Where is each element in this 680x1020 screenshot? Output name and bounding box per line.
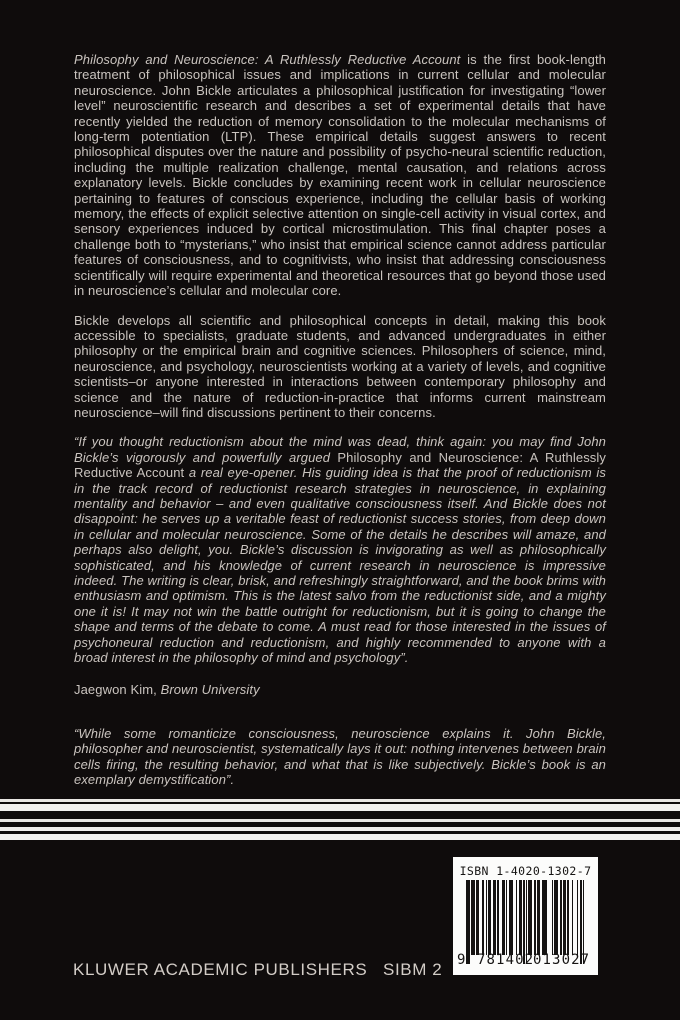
review-quote-1 (74, 434, 606, 665)
barcode-digits-right: 013027 (533, 952, 591, 968)
edition-code: SIBM 2 (383, 960, 443, 979)
barcode-digit-lead: 9 (457, 952, 467, 968)
synopsis-paragraph-2: Bickle develops all scientific and philosophical concepts in detail, making this book accessible to specialists, graduate students, and advanced undergraduates in either philosophy or the empirical brain and cognitive sciences. Philosophers of science, mind, neuroscience, and psychology, neuroscientists working at a variety of levels, and cognitive scientists–or anyone interested in interactions between contemporary philosophy and science and the nature of reduction-in-practice that informs current mainstream neuroscience–will find discussions pertinent to their concerns. (74, 312, 606, 420)
publisher-footer (0, 960, 680, 982)
stripe (0, 804, 680, 811)
reviewer-1-affiliation: Brown University (160, 682, 260, 698)
reviewer-1-attribution (74, 682, 606, 697)
publisher-name: KLUWER ACADEMIC PUBLISHERS (73, 960, 368, 979)
reviewer-1-name: Jaegwon Kim, (74, 682, 161, 698)
isbn-barcode (453, 857, 598, 975)
synopsis-paragraph-1 (74, 52, 606, 299)
synopsis-paragraph-1-text: is the first book-length treatment of philosophical issues and implications in current cellular and molecular neuroscience. John Bickle articulates a philosophical justification for investigating “lower level” neuroscientific research and describes a set of experimental details that have recently yielded the reduction of memory consolidation to the molecular mechanisms of long-term potentiation (LTP). These empirical details suggest answers to recent philosophical disputes over the nature and possibility of psycho-neural scientific reduction, including the multiple realization challenge, mental causation, and relations across explanatory levels. Bickle concludes by examining recent work in cellular neuroscience pertaining to features of conscious experience, including the cellular basis of working memory, the effects of explicit selective attention on single-cell activity in visual cortex, and sensory experiences induced by cortical microstimulation. This final chapter poses a challenge both to “mysterians,” who insist that empirical science cannot address particular features of consciousness, and to cognitivists, who insist that addressing consciousness scientifically will require experimental and theoretical resources that go beyond those used in neuroscience’s cellular and molecular core. (74, 52, 606, 299)
decorative-stripe-band (0, 799, 680, 840)
book-title-roman: Philosophy and Neuroscience: A Ruthlessly Reductive Account (74, 449, 606, 481)
barcode-digits-left: 781402 (477, 952, 535, 968)
isbn-label: ISBN 1-4020-1302-7 (459, 864, 592, 878)
review-quote-1-opening: “If you thought reductionism about the mind was dead, think again: you may find John Bickle’s vigorously and powerfully argued (74, 434, 606, 465)
review-quote-2: “While some romanticize consciousness, neuroscience explains it. John Bickle, philosopher and neuroscientist, systematically lays it out: nothing intervenes between brain cells firing, the resulting behavior, and what that is like subjectively. Bickle’s book is an exemplary demystification”. (74, 725, 606, 788)
book-title-italic: Philosophy and Neuroscience: A Ruthlessly Reductive Account (74, 52, 461, 67)
stripe (0, 834, 680, 840)
stripe-gap (0, 811, 680, 819)
back-cover-text-block (74, 52, 606, 829)
review-quote-1-body: a real eye-opener. His guiding idea is that the proof of reductionism is in the track record of reductionist research strategies in neuroscience, in explaining mentality and behavior – and even qualitative consciousness itself. And Bickle does not disappoint: he serves up a veritable feast of reductionist success stories, from deep down in cellular and molecular neuroscience. Some of the details he describes will amaze, and perhaps also delight, you. Bickle’s discussion is invigorating as well as philosophically sophisticated, and his knowledge of current research in neuroscience is impressive indeed. The writing is clear, brisk, and refreshingly straightforward, and the book brims with enthusiasm and optimism. This is the latest salvo from the reductionist side, and a mighty one it is! It may not win the battle outright for reductionism, but it is going to change the shape and terms of the debate to come. A must read for those interested in the issues of psychoneural reduction and reductionism, and highly recommended to anyone with a broad interest in the philosophy of mind and psychology”. (74, 465, 606, 666)
